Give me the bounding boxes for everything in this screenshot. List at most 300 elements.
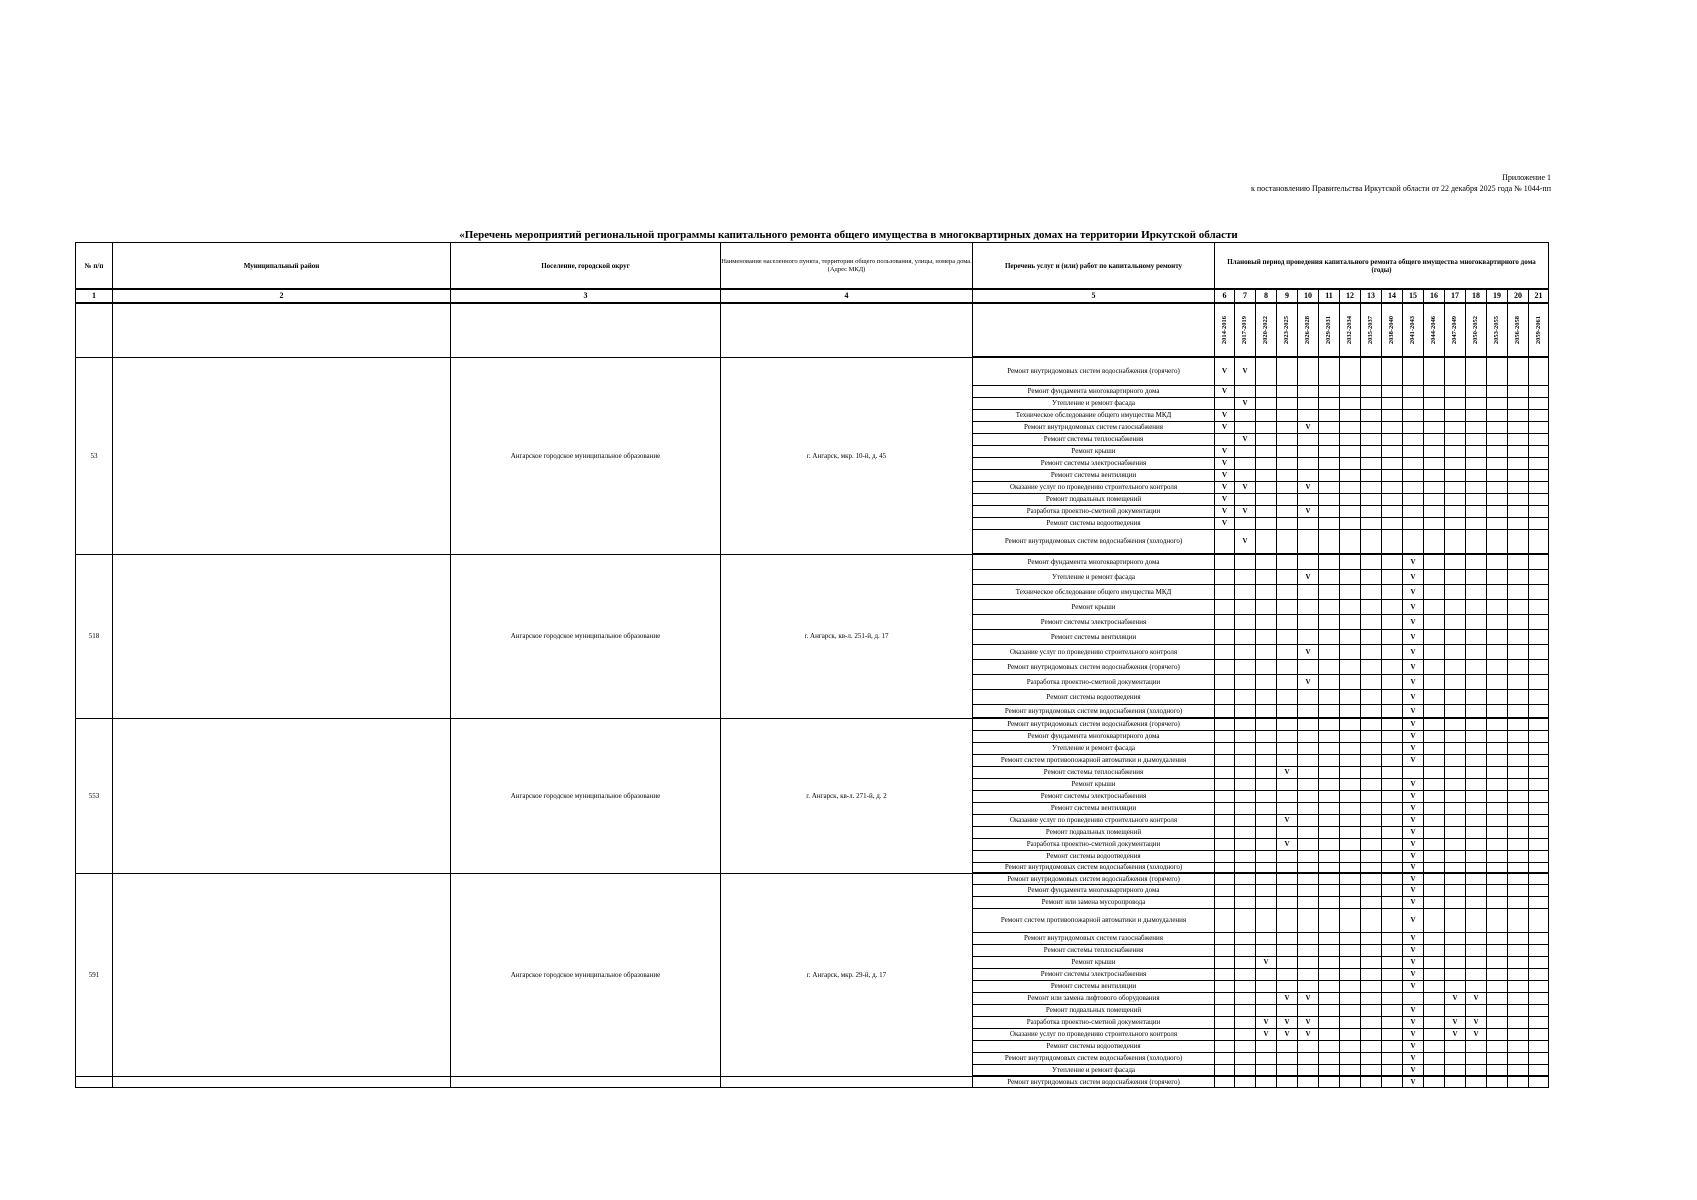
- period-mark-cell: [1277, 1052, 1298, 1064]
- period-mark-cell: [1529, 493, 1549, 505]
- house-settlement: Ангарское городское муниципальное образование: [451, 873, 721, 1076]
- work-item: Оказание услуг по проведению строительного контроля: [973, 644, 1215, 659]
- period-mark-cell: [1235, 1052, 1256, 1064]
- period-mark-cell: [1466, 529, 1487, 554]
- period-mark-cell: [1235, 838, 1256, 850]
- period-mark-cell: [1529, 569, 1549, 584]
- period-mark-cell: [1424, 529, 1445, 554]
- period-mark-cell: [1319, 956, 1340, 968]
- period-mark-cell: V: [1403, 862, 1424, 873]
- period-mark-cell: [1508, 814, 1529, 826]
- period-mark-cell: [1235, 992, 1256, 1004]
- period-mark-cell: [1361, 1004, 1382, 1016]
- period-mark-cell: [1319, 569, 1340, 584]
- period-mark-cell: [1319, 1040, 1340, 1052]
- period-mark-cell: [1382, 421, 1403, 433]
- column-number: 12: [1340, 289, 1361, 303]
- period-mark-cell: [1298, 529, 1319, 554]
- period-mark-cell: [1361, 944, 1382, 956]
- period-mark-cell: [1361, 1052, 1382, 1064]
- period-mark-cell: [1256, 397, 1277, 409]
- period-mark-cell: [1319, 766, 1340, 778]
- period-mark-cell: [1298, 718, 1319, 730]
- period-mark-cell: [1466, 614, 1487, 629]
- period-mark-cell: [1508, 956, 1529, 968]
- period-mark-cell: V: [1403, 704, 1424, 718]
- period-mark-cell: [1298, 493, 1319, 505]
- period-mark-cell: [1424, 481, 1445, 493]
- period-mark-cell: V: [1298, 421, 1319, 433]
- period-mark-cell: [1215, 754, 1235, 766]
- period-mark-cell: [1487, 1064, 1508, 1076]
- period-mark-cell: [1445, 980, 1466, 992]
- period-mark-cell: [1277, 778, 1298, 790]
- period-mark-cell: V: [1403, 850, 1424, 862]
- period-mark-cell: [1235, 944, 1256, 956]
- period-mark-cell: [1382, 614, 1403, 629]
- period-mark-cell: [1508, 1040, 1529, 1052]
- period-mark-cell: [1256, 826, 1277, 838]
- period-mark-cell: [1529, 992, 1549, 1004]
- period-mark-cell: [1340, 802, 1361, 814]
- period-mark-cell: [1529, 826, 1549, 838]
- period-mark-cell: [1235, 629, 1256, 644]
- period-mark-cell: V: [1466, 1028, 1487, 1040]
- period-mark-cell: [1215, 554, 1235, 569]
- period-mark-cell: [1361, 778, 1382, 790]
- period-mark-cell: [1382, 599, 1403, 614]
- work-item: Разработка проектно-сметной документации: [973, 1016, 1215, 1028]
- period-mark-cell: [1529, 421, 1549, 433]
- period-mark-cell: [1277, 944, 1298, 956]
- period-mark-cell: [1277, 659, 1298, 674]
- period-mark-cell: [1235, 1040, 1256, 1052]
- period-mark-cell: [1466, 704, 1487, 718]
- period-mark-cell: [1361, 1064, 1382, 1076]
- period-mark-cell: [1424, 802, 1445, 814]
- period-mark-cell: [1277, 802, 1298, 814]
- period-mark-cell: [1361, 980, 1382, 992]
- period-mark-cell: [1298, 838, 1319, 850]
- period-mark-cell: [1529, 505, 1549, 517]
- period-mark-cell: [1487, 481, 1508, 493]
- period-mark-cell: V: [1403, 1016, 1424, 1028]
- period-mark-cell: [1424, 505, 1445, 517]
- period-mark-cell: [1256, 1040, 1277, 1052]
- period-mark-cell: [1487, 659, 1508, 674]
- period-mark-cell: [1487, 529, 1508, 554]
- period-mark-cell: V: [1403, 968, 1424, 980]
- period-mark-cell: [1298, 554, 1319, 569]
- period-mark-cell: [1235, 644, 1256, 659]
- house-num: 591: [76, 873, 113, 1076]
- period-mark-cell: V: [1403, 1040, 1424, 1052]
- work-item: Ремонт подвальных помещений: [973, 493, 1215, 505]
- period-mark-cell: [1235, 802, 1256, 814]
- period-mark-cell: [1235, 790, 1256, 802]
- period-mark-cell: [1319, 754, 1340, 766]
- period-mark-cell: [1487, 1076, 1508, 1087]
- period-mark-cell: [1487, 385, 1508, 397]
- period-mark-cell: [1466, 1064, 1487, 1076]
- period-mark-cell: [1277, 896, 1298, 908]
- period-mark-cell: [1361, 766, 1382, 778]
- period-mark-cell: [1235, 766, 1256, 778]
- period-mark-cell: [1424, 1028, 1445, 1040]
- period-mark-cell: [1466, 599, 1487, 614]
- period-mark-cell: V: [1403, 614, 1424, 629]
- period-mark-cell: [1277, 505, 1298, 517]
- period-mark-cell: [1235, 1028, 1256, 1040]
- period-mark-cell: [1487, 908, 1508, 932]
- period-mark-cell: [1298, 884, 1319, 896]
- period-mark-cell: [1277, 629, 1298, 644]
- period-mark-cell: [1215, 584, 1235, 599]
- period-mark-cell: [1215, 1040, 1235, 1052]
- period-mark-cell: [1340, 629, 1361, 644]
- period-mark-cell: [1235, 584, 1256, 599]
- period-mark-cell: [1508, 754, 1529, 766]
- period-mark-cell: [1256, 884, 1277, 896]
- work-item: Ремонт системы электроснабжения: [973, 790, 1215, 802]
- period-mark-cell: [1277, 968, 1298, 980]
- period-mark-cell: V: [1215, 517, 1235, 529]
- period-mark-cell: V: [1215, 421, 1235, 433]
- period-mark-cell: V: [1403, 599, 1424, 614]
- period-mark-cell: [1487, 457, 1508, 469]
- period-mark-cell: [1340, 569, 1361, 584]
- period-mark-cell: V: [1403, 1004, 1424, 1016]
- period-mark-cell: [1319, 629, 1340, 644]
- house-district: [113, 873, 451, 1076]
- period-mark-cell: V: [1403, 884, 1424, 896]
- period-mark-cell: [1298, 629, 1319, 644]
- period-mark-cell: [1487, 569, 1508, 584]
- period-mark-cell: [1215, 742, 1235, 754]
- period-mark-cell: [1382, 1004, 1403, 1016]
- period-mark-cell: [1319, 862, 1340, 873]
- period-mark-cell: [1487, 517, 1508, 529]
- period-mark-cell: [1256, 862, 1277, 873]
- period-mark-cell: V: [1403, 674, 1424, 689]
- period-mark-cell: [1256, 599, 1277, 614]
- period-mark-cell: [1319, 599, 1340, 614]
- period-label: 2014-2016: [1220, 315, 1228, 345]
- period-mark-cell: [1424, 629, 1445, 644]
- period-mark-cell: [1487, 599, 1508, 614]
- period-label: 2038-2040: [1388, 315, 1395, 345]
- period-mark-cell: [1466, 1076, 1487, 1087]
- period-mark-cell: [1424, 1016, 1445, 1028]
- period-mark-cell: [1256, 850, 1277, 862]
- period-mark-cell: [1424, 569, 1445, 584]
- period-mark-cell: [1277, 529, 1298, 554]
- period-mark-cell: [1319, 614, 1340, 629]
- period-mark-cell: [1424, 873, 1445, 884]
- period-mark-cell: [1298, 457, 1319, 469]
- period-mark-cell: [1298, 742, 1319, 754]
- period-mark-cell: [1235, 730, 1256, 742]
- period-mark-cell: [1445, 754, 1466, 766]
- period-mark-cell: [1298, 409, 1319, 421]
- period-mark-cell: [1298, 1004, 1319, 1016]
- period-mark-cell: [1277, 932, 1298, 944]
- period-mark-cell: [1529, 814, 1549, 826]
- period-mark-cell: [1340, 908, 1361, 932]
- period-mark-cell: [1340, 1004, 1361, 1016]
- period-mark-cell: [1215, 896, 1235, 908]
- period-mark-cell: [1466, 481, 1487, 493]
- period-mark-cell: [1361, 659, 1382, 674]
- period-mark-cell: [1298, 517, 1319, 529]
- period-mark-cell: [1508, 766, 1529, 778]
- period-mark-cell: [1424, 445, 1445, 457]
- period-mark-cell: [1277, 421, 1298, 433]
- period-mark-cell: [1466, 1004, 1487, 1016]
- period-mark-cell: V: [1403, 873, 1424, 884]
- period-mark-cell: [1508, 850, 1529, 862]
- period-mark-cell: [1361, 826, 1382, 838]
- column-number: 17: [1445, 289, 1466, 303]
- period-mark-cell: [1298, 778, 1319, 790]
- period-mark-cell: [1256, 766, 1277, 778]
- period-mark-cell: V: [1445, 1028, 1466, 1040]
- period-mark-cell: [1277, 584, 1298, 599]
- period-mark-cell: V: [1403, 754, 1424, 766]
- period-mark-cell: [1445, 932, 1466, 944]
- period-mark-cell: [1445, 529, 1466, 554]
- period-mark-cell: [1215, 980, 1235, 992]
- period-mark-cell: V: [1466, 992, 1487, 1004]
- period-mark-cell: [1466, 730, 1487, 742]
- work-item: Ремонт внутридомовых систем водоснабжения (холодного): [973, 1052, 1215, 1064]
- period-mark-cell: [1340, 980, 1361, 992]
- period-mark-cell: [1340, 554, 1361, 569]
- period-mark-cell: [1340, 445, 1361, 457]
- period-mark-cell: [1235, 826, 1256, 838]
- period-mark-cell: [1319, 674, 1340, 689]
- period-mark-cell: [1382, 433, 1403, 445]
- period-mark-cell: [1319, 421, 1340, 433]
- period-mark-cell: [1215, 704, 1235, 718]
- period-mark-cell: [1256, 644, 1277, 659]
- period-mark-cell: [1340, 457, 1361, 469]
- table-row: [76, 718, 1549, 730]
- period-mark-cell: [1319, 493, 1340, 505]
- period-mark-cell: V: [1256, 956, 1277, 968]
- period-mark-cell: [1466, 457, 1487, 469]
- period-mark-cell: [1340, 850, 1361, 862]
- period-mark-cell: [1466, 956, 1487, 968]
- period-mark-cell: [1215, 1064, 1235, 1076]
- period-mark-cell: [1361, 409, 1382, 421]
- period-mark-cell: [1319, 742, 1340, 754]
- period-mark-cell: [1487, 421, 1508, 433]
- period-mark-cell: [1277, 469, 1298, 481]
- period-mark-cell: [1487, 1028, 1508, 1040]
- period-mark-cell: [1508, 409, 1529, 421]
- period-mark-cell: [1361, 956, 1382, 968]
- period-mark-cell: [1277, 674, 1298, 689]
- period-mark-cell: [1361, 838, 1382, 850]
- work-item: Ремонт системы вентиляции: [973, 469, 1215, 481]
- period-mark-cell: V: [1298, 1028, 1319, 1040]
- period-mark-cell: [1235, 754, 1256, 766]
- period-mark-cell: V: [1403, 908, 1424, 932]
- period-mark-cell: [1298, 908, 1319, 932]
- period-mark-cell: [1382, 778, 1403, 790]
- period-mark-cell: [1529, 1028, 1549, 1040]
- house-address: г. Ангарск, кв-л. 251-й, д. 17: [721, 554, 973, 718]
- table-row: [76, 1076, 1549, 1087]
- period-mark-cell: [1508, 357, 1529, 385]
- header-district: Муниципальный район: [113, 243, 451, 290]
- period-mark-cell: [1361, 730, 1382, 742]
- period-mark-cell: [1529, 469, 1549, 481]
- period-mark-cell: [1445, 838, 1466, 850]
- period-mark-cell: [1445, 802, 1466, 814]
- period-mark-cell: V: [1403, 730, 1424, 742]
- period-mark-cell: [1424, 814, 1445, 826]
- period-mark-cell: [1403, 385, 1424, 397]
- period-mark-cell: [1361, 1028, 1382, 1040]
- period-mark-cell: [1382, 802, 1403, 814]
- period-mark-cell: [1361, 992, 1382, 1004]
- period-mark-cell: [1361, 481, 1382, 493]
- period-mark-cell: V: [1403, 629, 1424, 644]
- column-number: 6: [1215, 289, 1235, 303]
- work-item: Утепление и ремонт фасада: [973, 742, 1215, 754]
- period-mark-cell: [1382, 505, 1403, 517]
- column-number: 2: [113, 289, 451, 303]
- period-mark-cell: [1508, 742, 1529, 754]
- period-mark-cell: V: [1403, 802, 1424, 814]
- period-mark-cell: [1403, 493, 1424, 505]
- period-mark-cell: [1361, 493, 1382, 505]
- period-mark-cell: [1445, 421, 1466, 433]
- period-mark-cell: [1319, 659, 1340, 674]
- work-item: Ремонт внутридомовых систем водоснабжения (горячего): [973, 659, 1215, 674]
- period-mark-cell: V: [1403, 814, 1424, 826]
- period-mark-cell: [1529, 932, 1549, 944]
- period-mark-cell: [1277, 599, 1298, 614]
- period-mark-cell: [1298, 932, 1319, 944]
- period-mark-cell: [1382, 754, 1403, 766]
- period-mark-cell: [1529, 517, 1549, 529]
- period-mark-cell: [1382, 896, 1403, 908]
- period-mark-cell: [1466, 944, 1487, 956]
- period-mark-cell: [1529, 718, 1549, 730]
- period-mark-cell: [1277, 689, 1298, 704]
- period-mark-cell: [1529, 1064, 1549, 1076]
- period-mark-cell: [1361, 790, 1382, 802]
- period-mark-cell: [1256, 433, 1277, 445]
- period-mark-cell: [1340, 742, 1361, 754]
- period-mark-cell: V: [1215, 385, 1235, 397]
- period-mark-cell: [1277, 614, 1298, 629]
- period-mark-cell: V: [1298, 992, 1319, 1004]
- period-mark-cell: [1277, 718, 1298, 730]
- period-mark-cell: [1256, 659, 1277, 674]
- period-mark-cell: [1361, 433, 1382, 445]
- period-mark-cell: [1529, 968, 1549, 980]
- period-mark-cell: [1277, 445, 1298, 457]
- house-address: [721, 1076, 973, 1087]
- work-item: Ремонт внутридомовых систем газоснабжения: [973, 932, 1215, 944]
- period-mark-cell: [1256, 469, 1277, 481]
- period-mark-cell: [1508, 385, 1529, 397]
- period-mark-cell: [1466, 754, 1487, 766]
- period-mark-cell: [1235, 814, 1256, 826]
- period-mark-cell: [1487, 884, 1508, 896]
- period-mark-cell: [1298, 766, 1319, 778]
- period-mark-cell: V: [1235, 433, 1256, 445]
- period-mark-cell: [1319, 481, 1340, 493]
- period-mark-cell: [1445, 505, 1466, 517]
- period-mark-cell: [1382, 493, 1403, 505]
- column-number: 8: [1256, 289, 1277, 303]
- period-mark-cell: [1445, 718, 1466, 730]
- period-mark-cell: [1529, 850, 1549, 862]
- period-mark-cell: [1340, 873, 1361, 884]
- period-mark-cell: [1298, 802, 1319, 814]
- period-mark-cell: [1424, 766, 1445, 778]
- period-label: 2044-2046: [1430, 315, 1437, 345]
- period-mark-cell: [1529, 790, 1549, 802]
- period-mark-cell: [1466, 385, 1487, 397]
- period-mark-cell: [1403, 397, 1424, 409]
- work-item: Ремонт системы электроснабжения: [973, 968, 1215, 980]
- period-mark-cell: [1487, 644, 1508, 659]
- period-mark-cell: [1277, 357, 1298, 385]
- period-mark-cell: [1361, 1076, 1382, 1087]
- period-mark-cell: [1298, 850, 1319, 862]
- column-number: 16: [1424, 289, 1445, 303]
- period-mark-cell: [1529, 674, 1549, 689]
- period-mark-cell: [1445, 742, 1466, 754]
- period-mark-cell: [1319, 992, 1340, 1004]
- house-settlement: Ангарское городское муниципальное образование: [451, 718, 721, 873]
- period-mark-cell: V: [1235, 529, 1256, 554]
- period-mark-cell: [1340, 992, 1361, 1004]
- period-mark-cell: [1340, 1052, 1361, 1064]
- period-mark-cell: [1215, 659, 1235, 674]
- period-mark-cell: [1361, 529, 1382, 554]
- period-mark-cell: [1235, 385, 1256, 397]
- period-mark-cell: [1361, 445, 1382, 457]
- period-mark-cell: V: [1403, 826, 1424, 838]
- period-mark-cell: V: [1403, 569, 1424, 584]
- period-mark-cell: [1445, 385, 1466, 397]
- period-mark-cell: [1235, 517, 1256, 529]
- period-mark-cell: [1340, 730, 1361, 742]
- period-mark-cell: [1487, 674, 1508, 689]
- header-period: Плановый период проведения капитального ремонта общего имущества многоквартирного дома (годы): [1215, 243, 1549, 290]
- period-mark-cell: [1424, 896, 1445, 908]
- house-settlement: Ангарское городское муниципальное образование: [451, 554, 721, 718]
- period-mark-cell: [1424, 884, 1445, 896]
- period-mark-cell: V: [1298, 569, 1319, 584]
- period-mark-cell: [1529, 644, 1549, 659]
- period-mark-cell: [1529, 584, 1549, 599]
- period-mark-cell: [1277, 980, 1298, 992]
- period-mark-cell: [1466, 433, 1487, 445]
- period-mark-cell: [1466, 689, 1487, 704]
- period-mark-cell: [1424, 730, 1445, 742]
- period-mark-cell: [1277, 1076, 1298, 1087]
- period-mark-cell: [1298, 873, 1319, 884]
- period-mark-cell: [1235, 908, 1256, 932]
